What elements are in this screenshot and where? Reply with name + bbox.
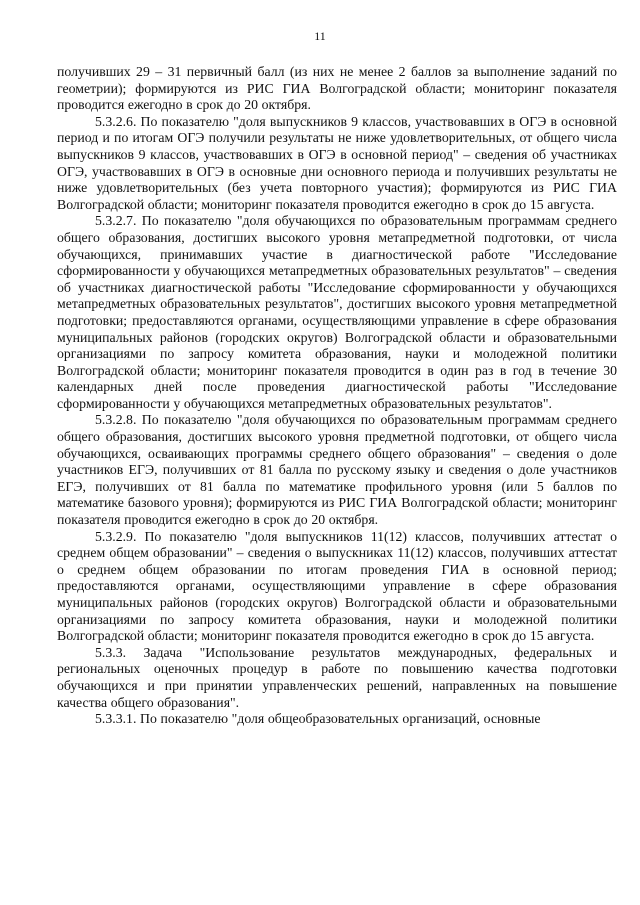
paragraph-5-3-3-1: 5.3.3.1. По показателю "доля общеобразовательных организаций, основные <box>95 711 541 727</box>
paragraph-5-3-3: 5.3.3. Задача "Использование результатов международных, федеральных и региональных оценочных процедур в работе по повышению качества подготовки обучающихся и при принятии управленческих решений, направленных на повышение качества общего образования". <box>57 644 617 710</box>
paragraph-5-3-2-9: 5.3.2.9. По показателю "доля выпускников 11(12) классов, получивших аттестат о среднем общем образовании" – сведения о выпускниках 11(12) классов, получивших аттестат о среднем общем образовании по итогам проведения ГИА в основной период; предоставляются органами, осуществляющими управление в сфере образования муниципальных районов (городских округов) Волгоградской области и образовательными организациями по запросу комитета образования, науки и молодежной политики Волгоградской области; мониторинг показателя проводится ежегодно в срок до 15 августа. <box>57 528 617 644</box>
paragraph-5-3-2-7: 5.3.2.7. По показателю "доля обучающихся по образовательным программам среднего общего образования, достигших высокого уровня метапредметной подготовки, от числа обучающихся, принимавших участие в диагностической работе "Исследование сформированности у обучающихся метапредметных образовательных результатов" – сведения об участниках диагностической работы "Исследование сформированности у обучающихся метапредметных образовательных результатов", достигших высокого уровня метапредметной подготовки; предоставляются органами, осуществляющими управление в сфере образования муниципальных районов (городских округов) Волгоградской области и образовательными организациями по запросу комитета образования, науки и молодежной политики Волгоградской области; мониторинг показателя проводится в один раз в год в течение 30 календарных дней после проведения диагностической работы "Исследование сформированности у обучающихся метапредметных образовательных результатов". <box>57 213 617 411</box>
paragraph-5-3-2-8: 5.3.2.8. По показателю "доля обучающихся по образовательным программам среднего общего образования, достигших высокого уровня предметной подготовки, от общего числа обучающихся, осваивающих программы среднего общего образования" – сведения о доле участников ЕГЭ, получивших от 81 балла по русскому языку и сведения о доле участников ЕГЭ, получивших от 81 балла по математике профильного уровня (или 5 баллов по математике базового уровня); формируются из РИС ГИА Волгоградской области; мониторинг показателя проводится ежегодно в срок до 20 октября. <box>57 412 617 528</box>
document-body <box>57 64 617 728</box>
page-number: 11 <box>314 29 326 43</box>
paragraph-continuation: получивших 29 – 31 первичный балл (из них не менее 2 баллов за выполнение заданий по геометрии); формируются из РИС ГИА Волгоградской области; мониторинг показателя проводится ежегодно в срок до 20 октября. <box>57 64 617 113</box>
paragraph-5-3-2-6: 5.3.2.6. По показателю "доля выпускников 9 классов, участвовавших в ОГЭ в основной период и по итогам ОГЭ получили результаты не ниже удовлетворительных, от общего числа выпускников 9 классов, участвовавших в ОГЭ в основной период" – сведения об участниках ОГЭ, участвовавших в ОГЭ в основные дни основного периода и получивших результаты не ниже удовлетворительных (без учета повторного участия); формируются из РИС ГИА Волгоградской области; мониторинг показателя проводится ежегодно в срок до 15 августа. <box>57 113 617 212</box>
